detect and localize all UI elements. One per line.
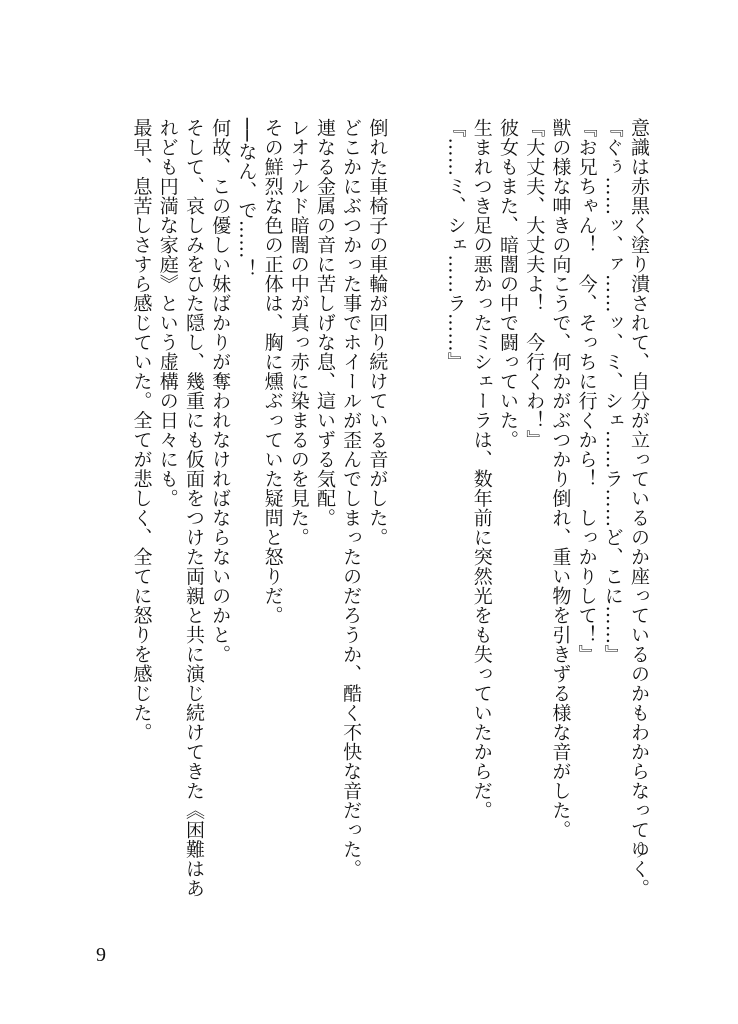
text-line: そして、哀しみをひた隠し、幾重にも仮面をつけた両親と共に演じ続けてきた《困難はあ xyxy=(182,118,205,898)
text-line: 意識は赤黒く塗り潰されて、自分が立っているのか座っているのかもわからなってゆく。 xyxy=(628,118,650,898)
text-line: レオナルド暗闇の中が真っ赤に染まるのを見た。 xyxy=(287,118,310,547)
text-line: 『お兄ちゃん！ 今、そっちに行くから！ しっかりして！』 xyxy=(575,118,598,664)
text-line: 彼女もまた、暗闇の中で闘っていた。 xyxy=(496,118,519,450)
vertical-text-body xyxy=(128,118,652,978)
text-line: 連なる金属の音に苦しげな息、這いずる気配。 xyxy=(313,118,336,528)
text-line: ──なん、で……！ xyxy=(235,118,258,279)
text-line: 『ぐぅ……ッ、ァ……ッ、ミ、シェ……ラ……ど、こに……』 xyxy=(601,118,624,664)
text-line: 何故、この優しい妹ばかりが奪われなければならないのかと。 xyxy=(209,118,232,664)
text-line: 獣の様な呻きの向こうで、何かがぶつかり倒れ、重い物を引きずる様な音がした。 xyxy=(549,118,572,840)
text-line: 最早、息苦しさすら感じていた。全てが悲しく、全てに怒りを感じた。 xyxy=(130,118,153,742)
text-line: どこかにぶつかった事でホイールが歪んでしまったのだろうか、酷く不快な音だった。 xyxy=(340,118,363,879)
text-line: その鮮烈な色の正体は、胸に燻ぶっていた疑問と怒りだ。 xyxy=(261,118,284,625)
section-break xyxy=(390,118,442,978)
page-number: 9 xyxy=(96,944,106,966)
text-line: 倒れた車椅子の車輪が回り続けている音がした。 xyxy=(366,118,389,547)
text-line: 『……ミ、シェ……ラ……』 xyxy=(444,118,467,372)
text-line: 『大丈夫、大丈夫よ！ 今行くわ！』 xyxy=(523,118,546,450)
text-line: 生まれつき足の悪かったミシェーラは、数年前に突然光をも失っていたからだ。 xyxy=(470,118,493,820)
text-line: れども円満な家庭》という虚構の日々にも。 xyxy=(156,118,179,508)
